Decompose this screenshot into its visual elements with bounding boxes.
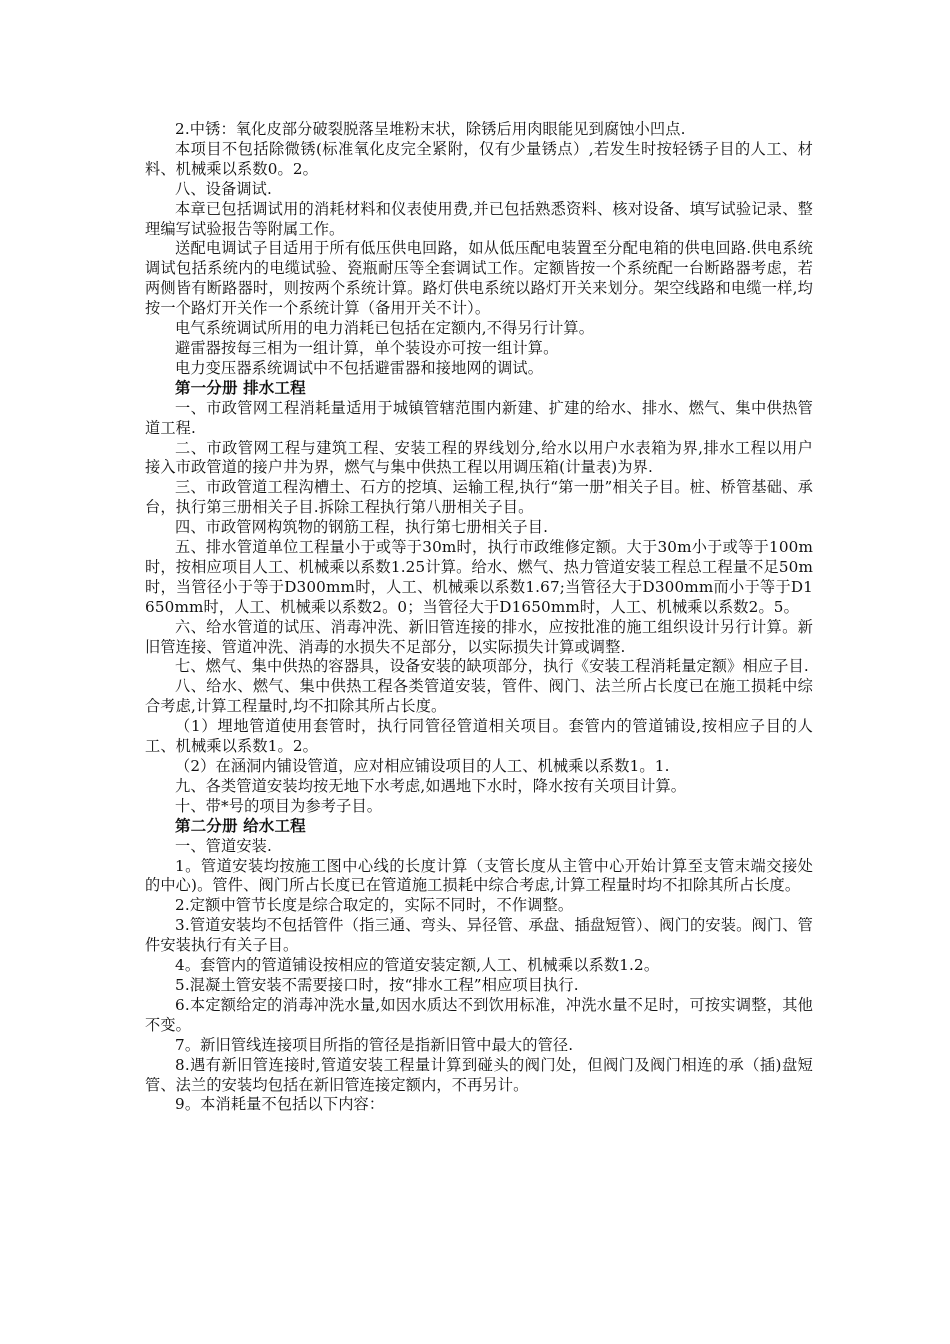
body-paragraph: 九、各类管道安装均按无地下水考虑,如遇地下水时，降水按有关项目计算。 [175, 776, 687, 795]
document-body [145, 120, 813, 1115]
body-paragraph: 1。管道安装均按施工图中心线的长度计算（支管长度从主管中心开始计算至支管末端交接处的中心)。管件、阀门所占长度已在管道施工损耗中综合考虑,计算工程量时均不扣除其所占长度。 [145, 856, 813, 895]
body-paragraph: 8.遇有新旧管连接时,管道安装工程量计算到碰头的阀门处，但阀门及阀门相连的承（插)盘短管、法兰的安装均包括在新旧管连接定额内，不再另计。 [145, 1055, 813, 1094]
body-paragraph: 电气系统调试所用的电力消耗已包括在定额内,不得另行计算。 [175, 319, 595, 338]
body-paragraph: 9。本消耗量不包括以下内容： [175, 1095, 385, 1114]
body-paragraph: 4。套管内的管道铺设按相应的管道安装定额,人工、机械乘以系数1.2。 [175, 956, 660, 975]
body-paragraph: 本项目不包括除微锈(标准氧化皮完全紧附，仅有少量锈点）,若发生时按轻锈子目的人工、材料、机械乘以系数0。2。 [145, 139, 813, 178]
body-paragraph: 5.混凝土管安装不需要接口时，按“排水工程”相应项目执行. [175, 975, 579, 994]
body-paragraph: 八、给水、燃气、集中供热工程各类管道安装，管件、阀门、法兰所占长度已在施工损耗中综合考虑,计算工程量时,均不扣除其所占长度。 [145, 677, 813, 716]
body-paragraph: 送配电调试子目适用于所有低压供电回路，如从低压配电装置至分配电箱的供电回路.供电系统调试包括系统内的电缆试验、瓷瓶耐压等全套调试工作。定额皆按一个系统配一台断路器考虑，若两侧皆有断路器时，则按两个系统计算。路灯供电系统以路灯开关来划分。架空线路和电缆一样,均按一个路灯开关作一个系统计算（备用开关不计）。 [145, 239, 813, 318]
section-heading: 第一分册 排水工程 [175, 378, 306, 397]
body-paragraph: 十、带*号的项目为参考子目。 [175, 796, 383, 815]
body-paragraph: （2）在涵洞内铺设管道，应对相应铺设项目的人工、机械乘以系数1。1. [175, 757, 670, 775]
body-paragraph: 一、管道安装. [175, 836, 273, 855]
body-paragraph: 四、市政管网构筑物的钢筋工程，执行第七册相关子目. [175, 518, 549, 537]
body-paragraph: 本章已包括调试用的消耗材料和仪表使用费,并已包括熟悉资料、核对设备、填写试验记录、整理编写试验报告等附属工作。 [145, 199, 813, 238]
body-paragraph: 八、设备调试. [175, 179, 273, 198]
body-paragraph: 7。新旧管线连接项目所指的管径是指新旧管中最大的管径. [175, 1035, 574, 1054]
body-paragraph: 2.中锈：氧化皮部分破裂脱落呈堆粉末状，除锈后用肉眼能见到腐蚀小凹点. [175, 120, 686, 138]
body-paragraph: （1）埋地管道使用套管时，执行同管径管道相关项目。套管内的管道铺设,按相应子目的人工、机械乘以系数1。2。 [145, 717, 813, 756]
body-paragraph: 电力变压器系统调试中不包括避雷器和接地网的调试。 [175, 358, 544, 377]
body-paragraph: 三、市政管道工程沟槽土、石方的挖填、运输工程,执行“第一册”相关子目。桩、桥管基础、承台，执行第三册相关子目.拆除工程执行第八册相关子目。 [145, 478, 813, 517]
body-paragraph: 六、给水管道的试压、消毒冲洗、新旧管连接的排水，应按批准的施工组织设计另行计算。新旧管连接、管道冲洗、消毒的水损失不足部分，以实际损失计算或调整. [145, 617, 813, 656]
body-paragraph: 2.定额中管节长度是综合取定的，实际不同时，不作调整。 [175, 896, 574, 915]
body-paragraph: 五、排水管道单位工程量小于或等于30m时，执行市政维修定额。大于30m小于或等于100m时，按相应项目人工、机械乘以系数1.25计算。给水、燃气、热力管道安装工程总工程量不足50m时，当管径小于等于D300mm时，人工、机械乘以系数1.67;当管径大于D300mm而小于等于D1650mm时，人工、机械乘以系数2。0；当管径大于D1650mm时，人工、机械乘以系数2。5。 [145, 538, 813, 616]
section-heading: 第二分册 给水工程 [175, 816, 306, 835]
body-paragraph: 二、市政管网工程与建筑工程、安装工程的界线划分,给水以用户水表箱为界,排水工程以用户接入市政管道的接户井为界，燃气与集中供热工程以用调压箱(计量表)为界. [145, 438, 813, 477]
body-paragraph: 七、燃气、集中供热的容器具，设备安装的缺项部分，执行《安装工程消耗量定额》相应子目. [175, 657, 809, 676]
body-paragraph: 一、市政管网工程消耗量适用于城镇管辖范围内新建、扩建的给水、排水、燃气、集中供热管道工程. [145, 398, 813, 437]
body-paragraph: 6.本定额给定的消毒冲洗水量,如因水质达不到饮用标准，冲洗水量不足时，可按实调整，其他不变。 [145, 995, 813, 1034]
body-paragraph: 避雷器按每三相为一组计算，单个装设亦可按一组计算。 [175, 338, 559, 357]
body-paragraph: 3.管道安装均不包括管件（指三通、弯头、异径管、承盘、插盘短管）、阀门的安装。阀门、管件安装执行有关子目。 [145, 916, 813, 955]
